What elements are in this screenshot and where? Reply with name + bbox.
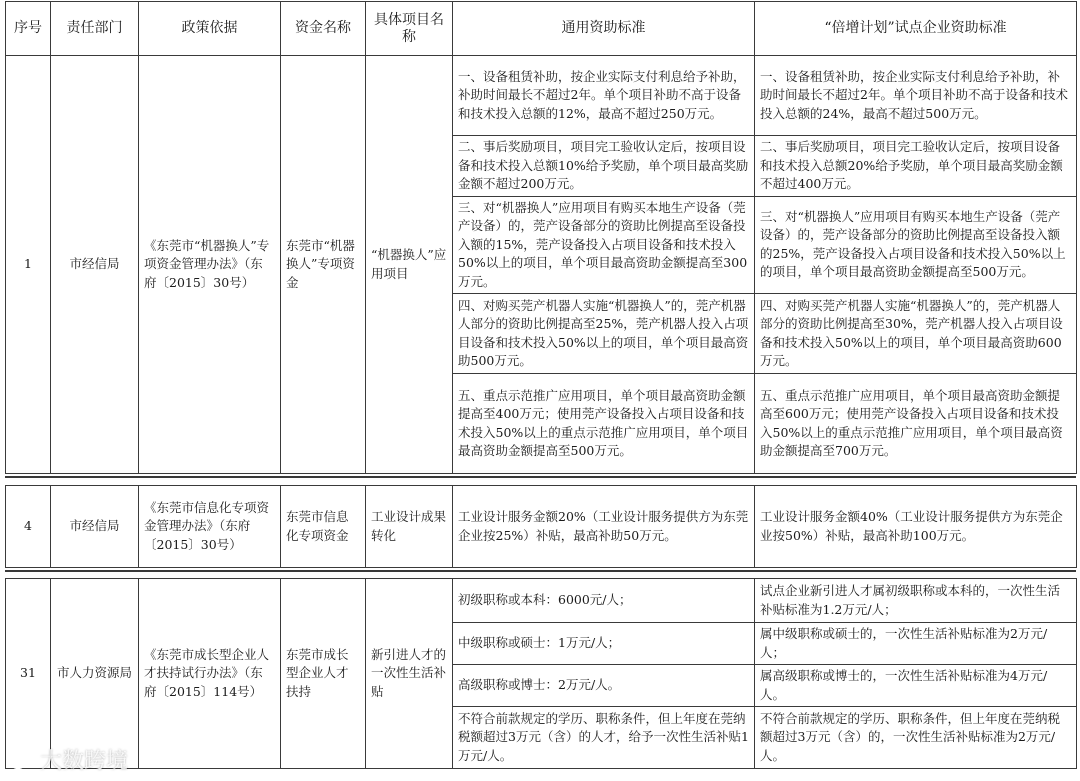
row1-basis: 《东莞市“机器换人”专项资金管理办法》（东府〔2015〕30号） [139,56,281,474]
row1-general-5: 五、重点示范推广应用项目，单个项目最高资助金额提高至400万元；使用莞产设备投入占项目设备和技术投入50%以上的重点示范推广应用项目，单个项目最高资助金额提高至500万元。 [453,374,755,474]
row1-seq: 1 [6,56,51,474]
row4-basis: 《东莞市信息化专项资金管理办法》（东府〔2015〕30号） [139,486,281,568]
row1-general-3: 三、对“机器换人”应用项目有购买本地生产设备（莞产设备）的，莞产设备部分的资助比例提高至设备投入额的15%，莞产设备投入占项目设备和技术投入50%以上的项目，单个项目最高资助金额提高至300万元。 [453,196,755,294]
watermark [8,744,128,775]
table-row-1 [5,55,1077,474]
header-dept: 责任部门 [51,2,139,56]
section-divider [5,476,1076,478]
row31-pilot-3: 属高级职称或博士的，一次性生活补贴标准为4万元/人。 [755,665,1077,707]
row1-pilot-5: 五、重点示范推广应用项目，单个项目最高资助金额提高至600万元；使用莞产设备投入占项目设备和技术投入50%以上的重点示范推广应用项目，单个项目最高资助金额提高至700万元。 [755,374,1077,474]
table-row-4 [5,485,1077,568]
row1-general-2: 二、事后奖励项目，项目完工验收认定后，按项目设备和技术投入总额10%给予奖励，单个项目最高奖励金额不超过200万元。 [453,136,755,197]
row4-dept: 市经信局 [51,486,139,568]
row4-fund: 东莞市信息化专项资金 [281,486,366,568]
table-header [5,1,1077,56]
header-seq: 序号 [6,2,51,56]
row1-project: “机器换人”应用项目 [366,56,453,474]
row31-general-2: 中级职称或硕士：1万元/人； [453,623,755,665]
row31-basis: 《东莞市成长型企业人才扶持试行办法》（东府〔2015〕114号） [139,579,281,769]
brand-logo-icon [8,747,36,773]
row1-general-1: 一、设备租赁补助，按企业实际支付利息给予补助，补助时间最长不超过2年。单个项目补助不高于设备和技术投入总额的12%，最高不超过250万元。 [453,56,755,136]
row1-pilot-4: 四、对购买莞产机器人实施“机器换人”的，莞产机器人部分的资助比例提高至30%，莞产机器人投入占项目设备和技术投入50%以上的项目，单个项目最高资助600万元。 [755,294,1077,374]
header-general: 通用资助标准 [453,2,755,56]
row31-pilot-2: 属中级职称或硕士的，一次性生活补贴标准为2万元/人； [755,623,1077,665]
header-fund: 资金名称 [281,2,366,56]
table-row-31 [5,578,1077,769]
row1-fund: 东莞市“机器换人”专项资金 [281,56,366,474]
header-pilot: “倍增计划”试点企业资助标准 [755,2,1077,56]
row1-pilot-3: 三、对“机器换人”应用项目有购买本地生产设备（莞产设备）的，莞产设备部分的资助比例提高至设备投入额的25%，莞产设备投入占项目设备和技术投入50%以上的项目，单个项目最高资助金额提高至500万元。 [755,196,1077,294]
row1-pilot-2: 二、事后奖励项目，项目完工验收认定后，按项目设备和技术投入总额20%给予奖励，单个项目最高奖励金额不超过400万元。 [755,136,1077,197]
row4-pilot: 工业设计服务金额40%（工业设计服务提供方为东莞企业按50%）补贴，最高补助100万元。 [755,486,1077,568]
row31-fund: 东莞市成长型企业人才扶持 [281,579,366,769]
row31-pilot-4: 不符合前款规定的学历、职称条件，但上年度在莞纳税额超过3万元（含）的，一次性生活补贴标准为2万元/人。 [755,707,1077,769]
row31-general-3: 高级职称或博士：2万元/人。 [453,665,755,707]
row1-general-4: 四、对购买莞产机器人实施“机器换人”的，莞产机器人部分的资助比例提高至25%，莞产机器人投入占项目设备和技术投入50%以上的项目，单个项目最高资助500万元。 [453,294,755,374]
header-project: 具体项目名称 [366,2,453,56]
row31-dept: 市人力资源局 [51,579,139,769]
row4-general: 工业设计服务金额20%（工业设计服务提供方为东莞企业按25%）补贴，最高补助50万元。 [453,486,755,568]
row31-project: 新引进人才的一次性生活补贴 [366,579,453,769]
row31-pilot-1: 试点企业新引进人才属初级职称或本科的，一次性生活补贴标准为1.2万元/人； [755,579,1077,623]
section-divider [5,570,1076,572]
row1-dept: 市经信局 [51,56,139,474]
row31-general-4: 不符合前款规定的学历、职称条件，但上年度在莞纳税额超过3万元（含）的人才，给予一次性生活补贴1万元/人。 [453,707,755,769]
row4-project: 工业设计成果转化 [366,486,453,568]
row31-general-1: 初级职称或本科：6000元/人； [453,579,755,623]
row4-seq: 4 [6,486,51,568]
header-basis: 政策依据 [139,2,281,56]
watermark-text: 大数跨境 [40,749,129,774]
row31-seq: 31 [6,579,51,769]
row1-pilot-1: 一、设备租赁补助，按企业实际支付利息给予补助，补助时间最长不超过2年。单个项目补助不高于设备和技术投入总额的24%，最高不超过500万元。 [755,56,1077,136]
